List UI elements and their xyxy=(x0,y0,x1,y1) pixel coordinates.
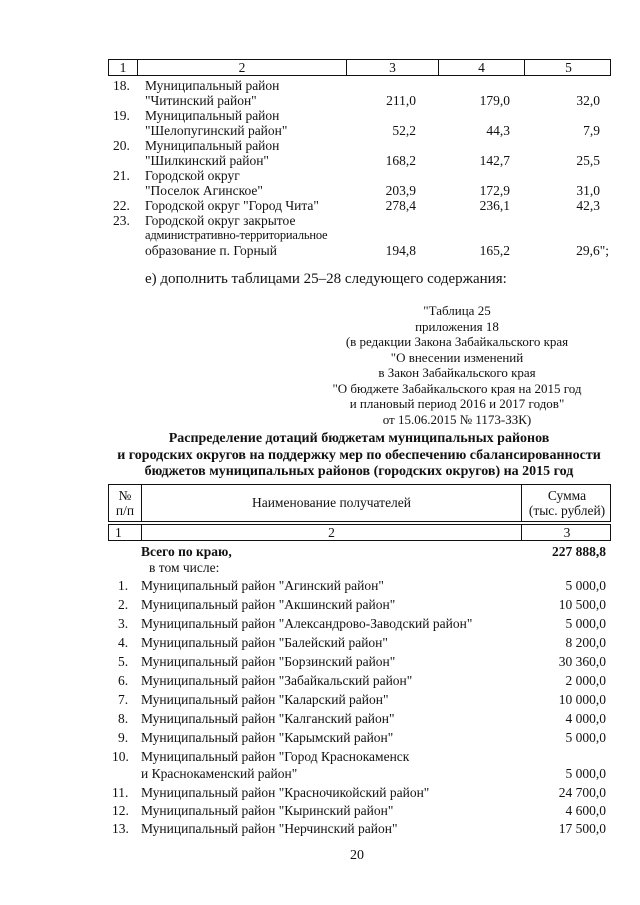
caption-line: от 15.06.2015 № 1173-ЗЗК) xyxy=(382,411,532,427)
row-name-line: Муниципальный район "Борзинский район" xyxy=(141,654,396,669)
row-value-col5: 42,3 xyxy=(576,198,600,213)
table24-col-4: 4 xyxy=(439,60,525,75)
row-value: 24 700,0 xyxy=(558,785,606,800)
table25-header xyxy=(108,484,611,522)
title-line: и городских округов на поддержку мер по обеспечению сбалансированности xyxy=(117,447,601,463)
row-value: 5 000,0 xyxy=(565,578,606,593)
table24-col-1: 1 xyxy=(109,60,138,75)
row-number: 8. xyxy=(118,711,129,726)
row-value-col4: 44,3 xyxy=(486,123,510,138)
row-name-line: и Краснокаменский район" xyxy=(141,766,298,781)
table24-col-3: 3 xyxy=(347,60,439,75)
row-number: 11. xyxy=(112,785,129,800)
row-name-line: Муниципальный район "Балейский район" xyxy=(141,635,388,650)
caption-line: и плановый период 2016 и 2017 годов" xyxy=(349,396,565,411)
row-value-col3: 211,0 xyxy=(386,93,416,108)
table25-col-num-header xyxy=(109,485,142,521)
title-line: Распределение дотаций бюджетам муниципальных районов xyxy=(168,431,550,446)
header-num-line: № xyxy=(118,488,132,503)
header-name: Наименование получателей xyxy=(251,495,412,510)
row-number: 20. xyxy=(113,138,130,153)
row-number: 13. xyxy=(112,821,129,836)
row-value-col4: 142,7 xyxy=(479,153,510,168)
amendment-instruction: е) дополнить таблицами 25–28 следующего содержания: xyxy=(145,271,507,287)
row-name-line: Муниципальный район "Красночикойский район" xyxy=(141,785,430,800)
row-number: 1. xyxy=(118,578,129,593)
header-sum-line: (тыс. рублей) xyxy=(528,503,606,518)
row-name-line: Муниципальный район "Кыринский район" xyxy=(141,803,394,818)
row-number: 9. xyxy=(118,730,129,745)
row-number: 7. xyxy=(118,692,129,707)
row-value: 4 600,0 xyxy=(565,803,606,818)
row-value-col4: 179,0 xyxy=(479,93,510,108)
title-line: бюджетов муниципальных районов (городских округов) на 2015 год xyxy=(144,464,574,479)
row-value-col3: 52,2 xyxy=(392,123,416,138)
row-value-col5: 25,5 xyxy=(576,153,600,168)
page-title xyxy=(100,431,618,481)
row-value-col5: 32,0 xyxy=(576,93,600,108)
row-name-line: Муниципальный район "Акшинский район" xyxy=(141,597,396,612)
total-value: 227 888,8 xyxy=(552,544,606,559)
row-number: 22. xyxy=(113,198,130,213)
caption-line: в Закон Забайкальского края xyxy=(378,365,536,380)
row-name-line: Муниципальный район xyxy=(145,78,280,93)
row-name-line: Муниципальный район xyxy=(145,108,280,123)
row-value: 10 000,0 xyxy=(558,692,606,707)
row-name-line: административно-территориальное xyxy=(145,228,328,242)
row-value: 10 500,0 xyxy=(558,597,606,612)
row-value-col5: 7,9 xyxy=(583,123,600,138)
table25-column-numbers xyxy=(108,524,611,541)
header-sum-line: Сумма xyxy=(547,488,587,503)
row-value-col5: 31,0 xyxy=(576,183,600,198)
row-number: 23. xyxy=(113,213,130,228)
row-number: 10. xyxy=(112,749,129,764)
table24-col-5: 5 xyxy=(565,60,572,75)
row-number: 3. xyxy=(118,616,129,631)
row-value: 5 000,0 xyxy=(565,730,606,745)
table24-col-2: 2 xyxy=(138,60,347,75)
row-name-line: образование п. Горный xyxy=(145,243,277,258)
row-name-line: Муниципальный район "Забайкальский район" xyxy=(141,673,413,688)
row-value-col5: 29,6"; xyxy=(576,243,609,258)
row-value-col4: 172,9 xyxy=(479,183,510,198)
row-number: 12. xyxy=(112,803,129,818)
row-value: 5 000,0 xyxy=(565,766,606,781)
table25-col-name-header xyxy=(142,485,522,521)
caption-line: "О внесении изменений xyxy=(390,349,524,365)
row-value: 8 200,0 xyxy=(565,635,606,650)
row-value: 30 360,0 xyxy=(558,654,606,669)
page-number: 20 xyxy=(350,848,364,863)
row-number: 19. xyxy=(113,108,130,123)
table24-header xyxy=(108,59,611,76)
caption-line: "О бюджете Забайкальского края на 2015 год xyxy=(332,380,582,396)
table25-col-sum-header xyxy=(522,485,612,521)
row-name-line: Муниципальный район xyxy=(145,138,280,153)
caption-line: приложения 18 xyxy=(415,318,499,334)
row-name-line: Муниципальный район "Агинский район" xyxy=(141,578,384,593)
row-name-line: "Шелопугинский район" xyxy=(145,123,288,138)
row-number: 21. xyxy=(113,168,130,183)
colnum-3: 3 xyxy=(563,525,571,540)
colnum-1: 1 xyxy=(109,525,142,540)
row-name-line: Муниципальный район "Нерчинский район" xyxy=(141,821,398,836)
row-value: 4 000,0 xyxy=(565,711,606,726)
row-value: 17 500,0 xyxy=(558,821,606,836)
row-number: 2. xyxy=(118,597,129,612)
row-name-line: Муниципальный район "Калганский район" xyxy=(141,711,395,726)
total-label: Всего по краю, xyxy=(141,544,232,559)
row-number: 18. xyxy=(113,78,130,93)
row-name-line: Городской округ "Город Чита" xyxy=(145,198,319,213)
row-value-col4: 236,1 xyxy=(479,198,510,213)
row-name-line: Городской округ xyxy=(145,168,240,183)
row-name-line: Городской округ закрытое xyxy=(145,213,296,228)
row-value-col3: 278,4 xyxy=(385,198,416,213)
caption-line: "Таблица 25 xyxy=(423,303,491,318)
header-num-line: п/п xyxy=(115,503,135,518)
row-value: 5 000,0 xyxy=(565,616,606,631)
row-value-col4: 165,2 xyxy=(479,243,510,258)
row-name-line: Муниципальный район "Карымский район" xyxy=(141,730,394,745)
row-value-col3: 168,2 xyxy=(385,153,416,168)
row-value-col3: 203,9 xyxy=(385,183,416,198)
row-value: 2 000,0 xyxy=(565,673,606,688)
row-name-line: Муниципальный район "Каларский район" xyxy=(141,692,389,707)
row-number: 5. xyxy=(118,654,129,669)
caption-line: (в редакции Закона Забайкальского края xyxy=(345,334,569,349)
row-number: 6. xyxy=(118,673,129,688)
subtotal-label: в том числе: xyxy=(149,560,220,575)
row-value-col3: 194,8 xyxy=(385,243,416,258)
row-name-line: "Шилкинский район" xyxy=(145,153,269,168)
row-number: 4. xyxy=(118,635,129,650)
table-caption xyxy=(300,303,614,427)
colnum-2: 2 xyxy=(142,525,522,540)
row-name-line: "Поселок Агинское" xyxy=(145,183,263,198)
row-name-line: Муниципальный район "Александрово-Заводский район" xyxy=(141,616,473,631)
row-name-line: Муниципальный район "Город Краснокаменск xyxy=(141,749,410,764)
row-name-line: "Читинский район" xyxy=(145,93,257,108)
